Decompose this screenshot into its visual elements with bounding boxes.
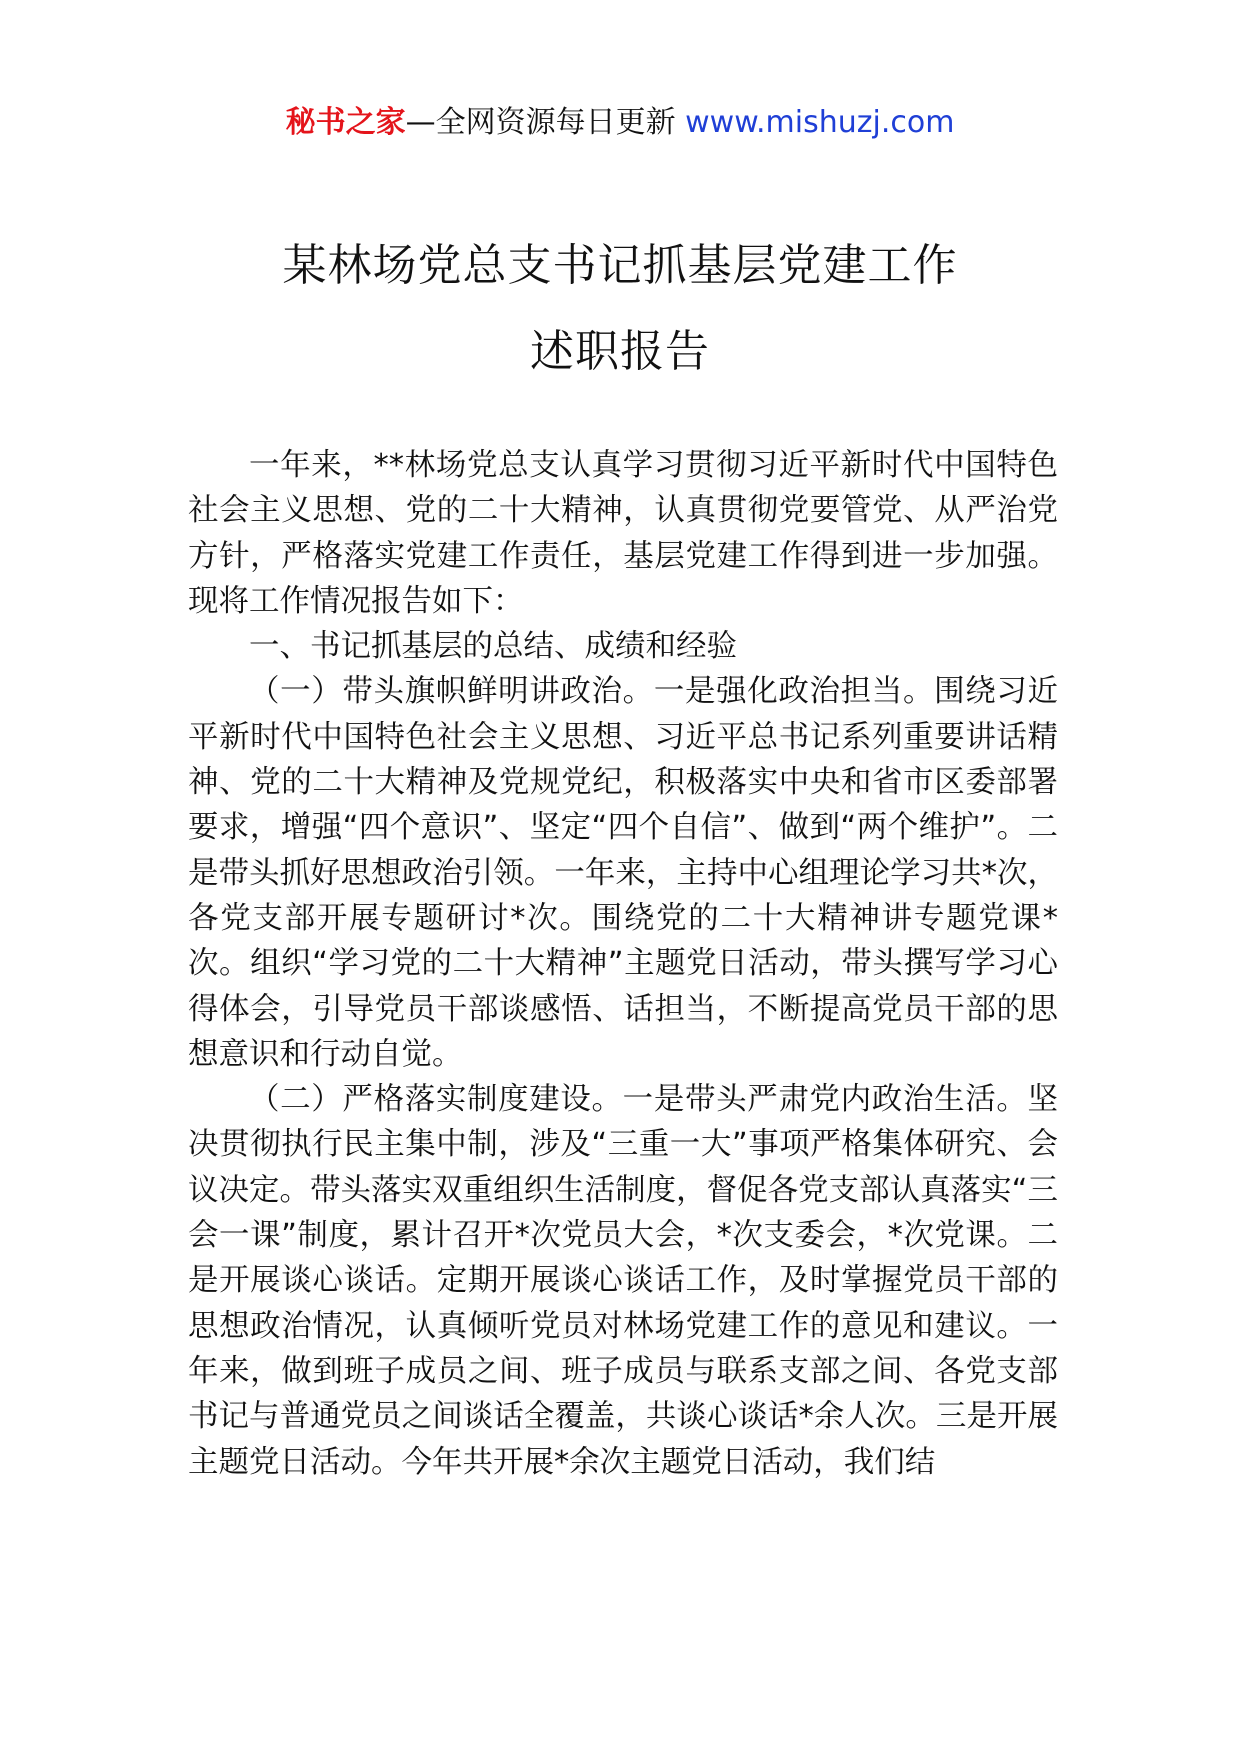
site-header xyxy=(0,98,1240,148)
paragraph-section-1-1: （一）带头旗帜鲜明讲政治。一是强化政治担当。围绕习近平新时代中国特色社会主义思想、习近平总书记系列重要讲话精神、党的二十大精神及党规党纪，积极落实中央和省市区委部署要求，增强“四个意识”、坚定“四个自信”、做到“两个维护”。二是带头抓好思想政治引领。一年来，主持中心组理论学习共*次，各党支部开展专题研讨*次。围绕党的二十大精神讲专题党课*次。组织“学习党的二十大精神”主题党日活动，带头撰写学习心得体会，引导党员干部谈感悟、话担当，不断提高党员干部的思想意识和行动自觉。 xyxy=(188,674,1058,1072)
header-tagline: —全网资源每日更新 xyxy=(405,105,686,140)
document-body xyxy=(188,443,1058,1485)
document-title-line-2: 述职报告 xyxy=(530,326,710,377)
paragraph-intro: 一年来，**林场党总支认真学习贯彻习近平新时代中国特色社会主义思想、党的二十大精神，认真贯彻党要管党、从严治党方针，严格落实党建工作责任，基层党建工作得到进一步加强。现将工作情况报告如下： xyxy=(188,448,1058,619)
brand-name: 秘书之家 xyxy=(285,105,406,140)
section-heading-1: 一、书记抓基层的总结、成绩和经验 xyxy=(249,629,737,665)
document-title-line-1: 某林场党总支书记抓基层党建工作 xyxy=(282,240,958,291)
paragraph-section-1-2: （二）严格落实制度建设。一是带头严肃党内政治生活。坚决贯彻执行民主集中制，涉及“三重一大”事项严格集体研究、会议决定。带头落实双重组织生活制度，督促各党支部认真落实“三会一课”制度，累计召开*次党员大会，*次支委会，*次党课。二是开展谈心谈话。定期开展谈心谈话工作，及时掌握党员干部的思想政治情况，认真倾听党员对林场党建工作的意见和建议。一年来，做到班子成员之间、班子成员与联系支部之间、各党支部书记与普通党员之间谈话全覆盖，共谈心谈话*余人次。三是开展主题党日活动。今年共开展*余次主题党日活动，我们结 xyxy=(188,1082,1058,1480)
site-url-link[interactable]: www.mishuzj.com xyxy=(685,105,955,140)
